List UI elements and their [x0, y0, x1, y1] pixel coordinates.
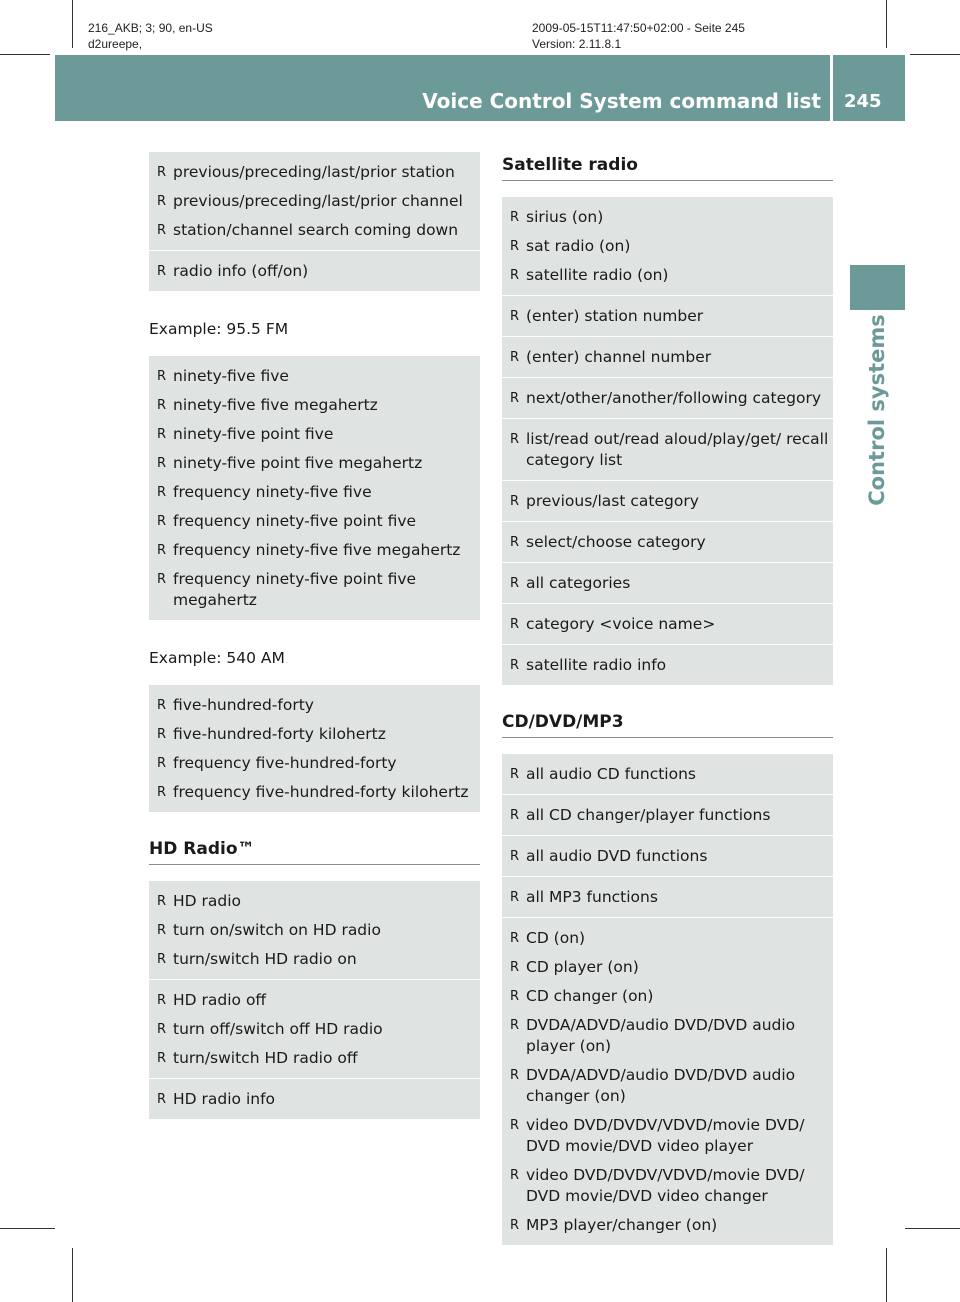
example-label: Example: 540 AM — [149, 649, 285, 667]
command-box — [502, 877, 833, 917]
section-heading-satellite-radio: Satellite radio — [502, 154, 833, 181]
side-tab-marker — [850, 265, 905, 310]
command-box — [502, 378, 833, 418]
command-box — [502, 918, 833, 1245]
print-meta-left-line1: 216_AKB; 3; 90, en-US — [88, 21, 213, 35]
command-box — [502, 481, 833, 521]
command-item: R radio info (off/on) — [149, 261, 480, 282]
command-item: R turn off/switch off HD radio — [149, 1019, 480, 1040]
command-box — [502, 337, 833, 377]
command-item: R all audio DVD functions — [502, 846, 833, 867]
command-box — [149, 685, 480, 812]
command-item: R previous/last category — [502, 491, 833, 512]
command-box — [149, 980, 480, 1078]
command-item: R frequency ninety-five point five megahertz — [149, 569, 480, 611]
right-column — [502, 154, 833, 1246]
side-tab-label: Control systems — [865, 314, 889, 506]
page-number: 245 — [844, 91, 882, 112]
command-item: R all audio CD functions — [502, 764, 833, 785]
example-label: Example: 95.5 FM — [149, 320, 289, 338]
crop-mark — [910, 54, 960, 55]
command-item: R sat radio (on) — [502, 236, 833, 257]
command-item: R frequency five-hundred-forty kilohertz — [149, 782, 480, 803]
section-heading-cd-dvd-mp3: CD/DVD/MP3 — [502, 711, 833, 738]
crop-mark — [886, 0, 887, 48]
command-box — [502, 604, 833, 644]
command-item: R all MP3 functions — [502, 887, 833, 908]
left-column — [149, 152, 480, 1120]
command-item: R turn/switch HD radio on — [149, 949, 480, 970]
command-item: R next/other/another/following category — [502, 388, 833, 409]
crop-mark — [0, 1228, 55, 1229]
command-item: R CD changer (on) — [502, 986, 833, 1007]
command-item: R satellite radio (on) — [502, 265, 833, 286]
print-meta-left-line2: d2ureepe, — [88, 37, 143, 51]
command-item: R frequency ninety-five five megahertz — [149, 540, 480, 561]
command-box — [149, 356, 480, 620]
command-box — [502, 419, 833, 480]
command-item: R select/choose category — [502, 532, 833, 553]
command-box — [502, 645, 833, 685]
command-box — [502, 795, 833, 835]
crop-mark — [72, 0, 73, 48]
command-item: R list/read out/read aloud/play/get/ recall category list — [502, 429, 833, 471]
command-item: R satellite radio info — [502, 655, 833, 676]
command-box — [502, 563, 833, 603]
print-meta-right-line2: Version: 2.11.8.1 — [532, 37, 622, 51]
crop-mark — [0, 54, 50, 55]
command-box — [149, 1079, 480, 1119]
command-item: R DVDA/ADVD/audio DVD/DVD audio changer (on) — [502, 1065, 833, 1107]
command-box — [149, 152, 480, 250]
print-meta-right-line1: 2009-05-15T11:47:50+02:00 - Seite 245 — [532, 21, 745, 35]
section-heading-hd-radio: HD Radio™ — [149, 838, 480, 865]
command-item: R (enter) channel number — [502, 347, 833, 368]
command-item: R station/channel search coming down — [149, 220, 480, 241]
command-item: R HD radio — [149, 891, 480, 912]
command-item: R DVDA/ADVD/audio DVD/DVD audio player (on) — [502, 1015, 833, 1057]
command-item: R frequency five-hundred-forty — [149, 753, 480, 774]
command-box — [502, 754, 833, 794]
command-item: R video DVD/DVDV/VDVD/movie DVD/ DVD movie/DVD video changer — [502, 1165, 833, 1207]
command-item: R ninety-five point five — [149, 424, 480, 445]
command-item: R CD player (on) — [502, 957, 833, 978]
header-divider — [830, 55, 833, 121]
command-item: R CD (on) — [502, 928, 833, 949]
command-item: R ninety-five five — [149, 366, 480, 387]
command-item: R sirius (on) — [502, 207, 833, 228]
command-item: R video DVD/DVDV/VDVD/movie DVD/ DVD movie/DVD video player — [502, 1115, 833, 1157]
command-box — [502, 522, 833, 562]
command-item: R MP3 player/changer (on) — [502, 1215, 833, 1236]
crop-mark — [886, 1248, 887, 1302]
command-item: R all CD changer/player functions — [502, 805, 833, 826]
command-item: R previous/preceding/last/prior channel — [149, 191, 480, 212]
print-meta-left — [88, 20, 213, 52]
command-item: R frequency ninety-five five — [149, 482, 480, 503]
crop-mark — [905, 1228, 960, 1229]
command-item: R all categories — [502, 573, 833, 594]
command-item: R five-hundred-forty — [149, 695, 480, 716]
command-item: R (enter) station number — [502, 306, 833, 327]
command-item: R frequency ninety-five point five — [149, 511, 480, 532]
command-item: R turn on/switch on HD radio — [149, 920, 480, 941]
header-bar — [55, 55, 905, 121]
page-title: Voice Control System command list — [422, 89, 821, 113]
command-item: R ninety-five point five megahertz — [149, 453, 480, 474]
command-item: R previous/preceding/last/prior station — [149, 162, 480, 183]
command-item: R ninety-five five megahertz — [149, 395, 480, 416]
command-box — [149, 251, 480, 291]
command-item: R HD radio info — [149, 1089, 480, 1110]
command-item: R HD radio off — [149, 990, 480, 1011]
crop-mark — [72, 1248, 73, 1302]
print-meta-right — [532, 20, 745, 52]
command-item: R category <voice name> — [502, 614, 833, 635]
command-box — [502, 836, 833, 876]
command-box — [502, 296, 833, 336]
command-item: R five-hundred-forty kilohertz — [149, 724, 480, 745]
command-box — [149, 881, 480, 979]
command-item: R turn/switch HD radio off — [149, 1048, 480, 1069]
command-box — [502, 197, 833, 295]
